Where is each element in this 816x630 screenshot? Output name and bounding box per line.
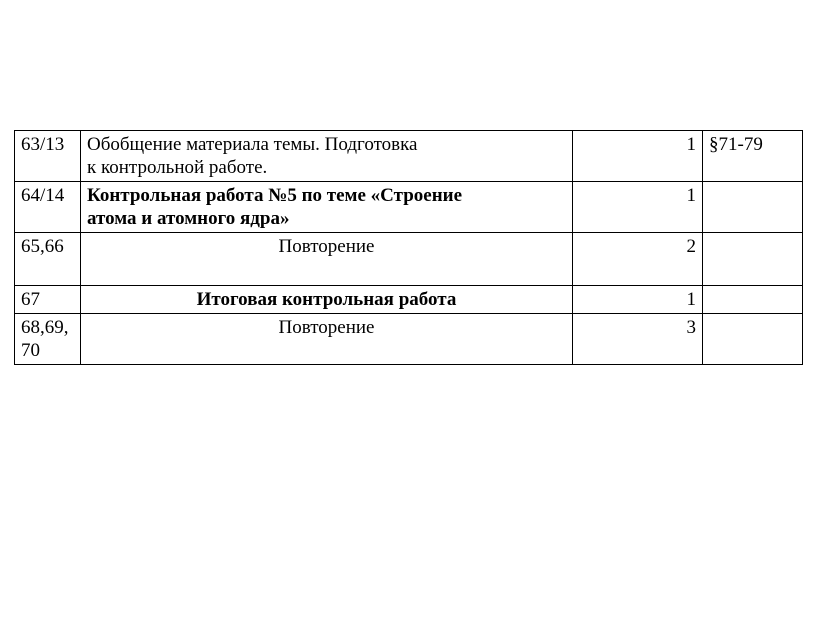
hours-cell: 3	[573, 314, 703, 365]
topic-line: атома и атомного ядра»	[87, 208, 290, 229]
topic-line: Повторение	[278, 317, 375, 338]
lesson-number-cell: 67	[15, 286, 81, 314]
topic-line: Повторение	[278, 236, 375, 257]
hours-cell: 1	[573, 182, 703, 233]
table-row	[15, 233, 803, 286]
lesson-topic-cell	[81, 131, 573, 182]
lesson-plan-table	[14, 130, 803, 365]
table-row	[15, 314, 803, 365]
topic-line: Контрольная работа №5 по теме «Строение	[87, 185, 463, 206]
lesson-number-cell: 63/13	[15, 131, 81, 182]
topic-line: к контрольной работе.	[87, 157, 268, 178]
paragraph-cell	[703, 286, 803, 314]
hours-cell: 2	[573, 233, 703, 286]
hours-cell: 1	[573, 131, 703, 182]
lesson-topic-cell	[81, 314, 573, 365]
lesson-topic-cell	[81, 182, 573, 233]
table-row	[15, 131, 803, 182]
paragraph-cell	[703, 182, 803, 233]
lesson-number-cell: 65,66	[15, 233, 81, 286]
paragraph-cell	[703, 233, 803, 286]
lesson-number-cell: 64/14	[15, 182, 81, 233]
hours-cell: 1	[573, 286, 703, 314]
lesson-number-cell: 68,69,70	[15, 314, 81, 365]
table-row	[15, 182, 803, 233]
lesson-topic-cell	[81, 286, 573, 314]
topic-line: Итоговая контрольная работа	[196, 289, 457, 310]
topic-line: Обобщение материала темы. Подготовка	[87, 134, 418, 155]
table-row	[15, 286, 803, 314]
paragraph-cell	[703, 314, 803, 365]
paragraph-cell: §71-79	[703, 131, 803, 182]
lesson-topic-cell	[81, 233, 573, 286]
